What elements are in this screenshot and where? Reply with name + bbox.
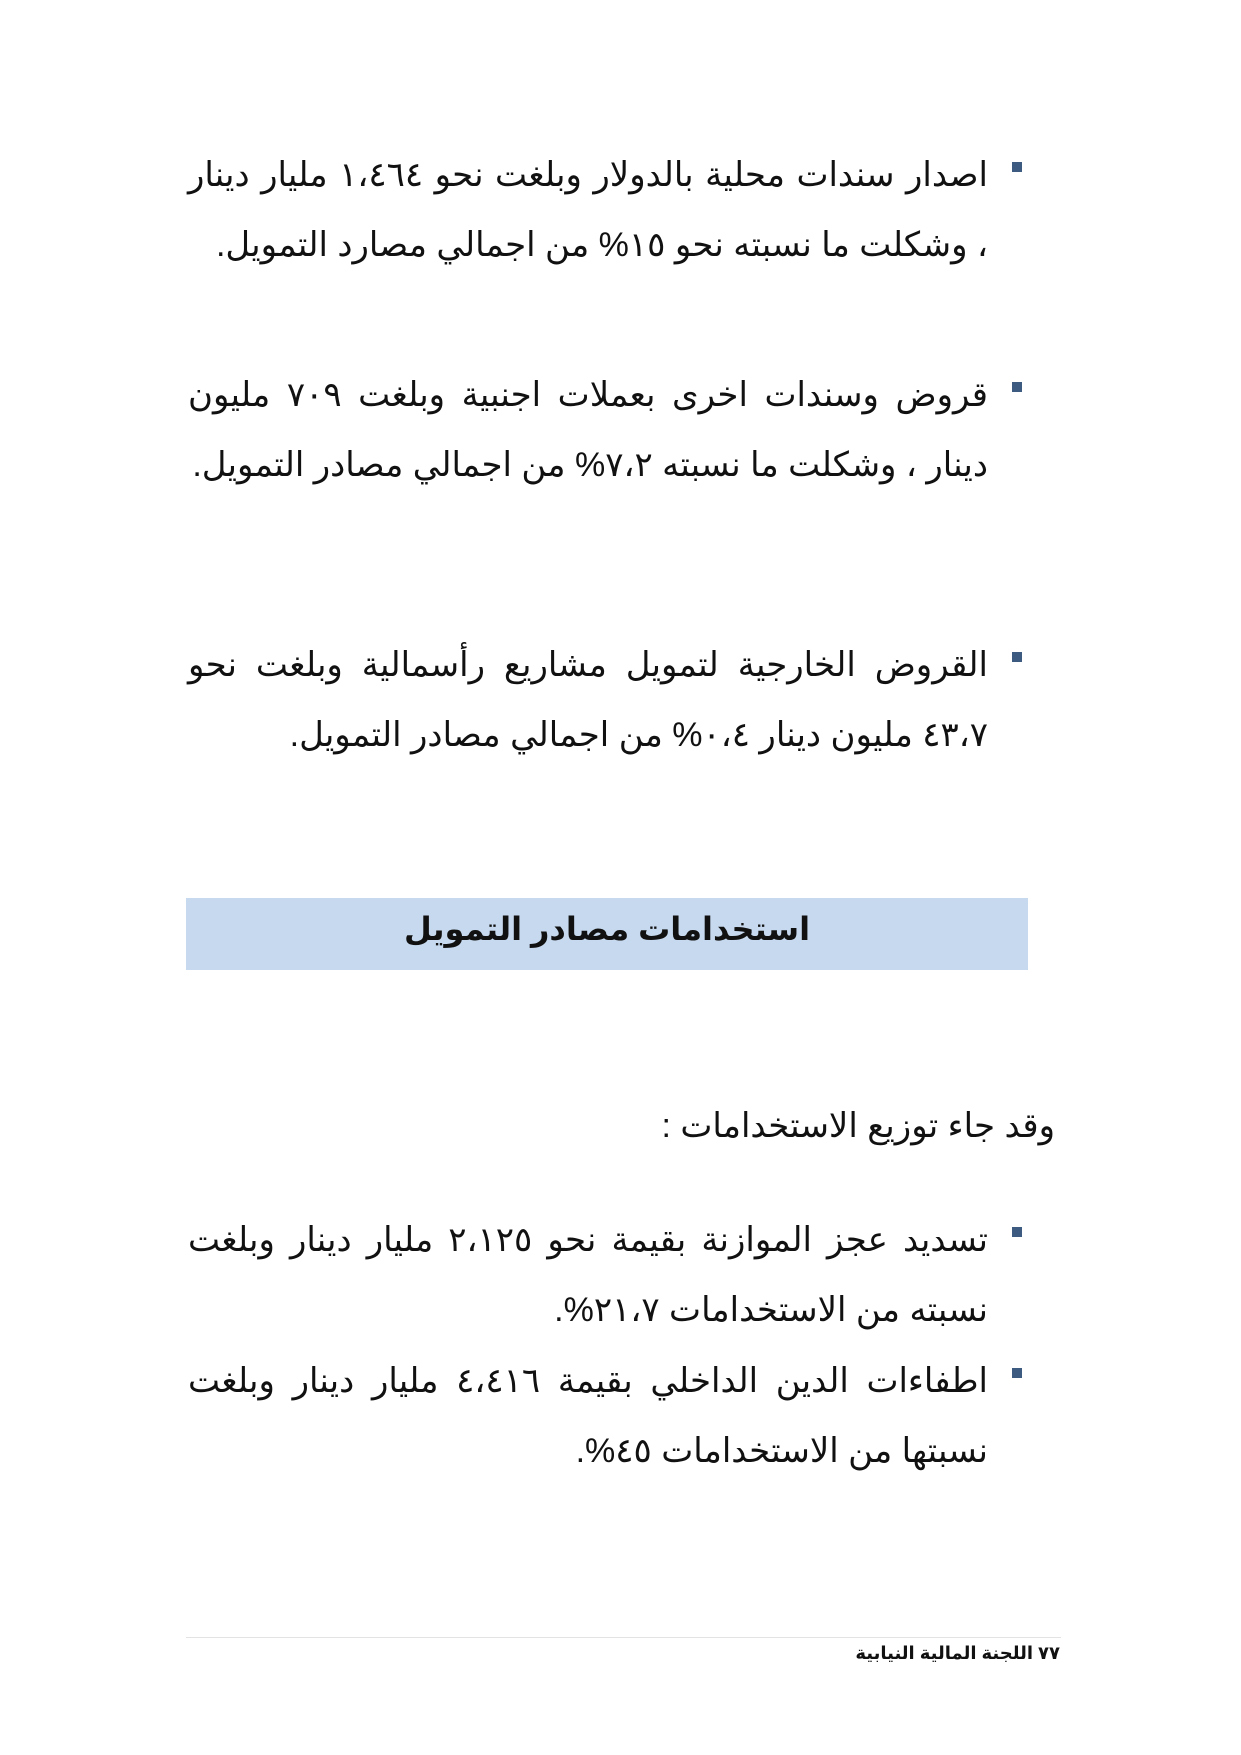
page-footer: ٧٧ اللجنة المالية النيابية <box>855 1643 1060 1663</box>
square-bullet-icon <box>1012 382 1022 392</box>
square-bullet-icon <box>1012 162 1022 172</box>
square-bullet-icon <box>1012 1368 1022 1378</box>
bullet-text: اطفاءات الدين الداخلي بقيمة ٤،٤١٦ مليار دينار وبلغت نسبتها من الاستخدامات ٤٥%. <box>188 1362 988 1470</box>
bullet-text: اصدار سندات محلية بالدولار وبلغت نحو ١،٤٦٤ مليار دينار ، وشكلت ما نسبته نحو ١٥% من اجمالي مصارد التمويل. <box>188 156 988 264</box>
section-header <box>186 898 1028 970</box>
bullet-text: تسديد عجز الموازنة بقيمة نحو ٢،١٢٥ مليار دينار وبلغت نسبته من الاستخدامات ٢١،٧%. <box>188 1221 988 1329</box>
bullet-item <box>188 1205 988 1345</box>
bullet-row <box>188 140 988 280</box>
bullet-item <box>188 140 988 280</box>
footer-divider <box>186 1637 1061 1638</box>
bullet-item <box>188 1346 988 1486</box>
bullet-row <box>188 1205 988 1345</box>
bullet-text: القروض الخارجية لتمويل مشاريع رأسمالية وبلغت نحو ٤٣،٧ مليون دينار ٠،٤% من اجمالي مصادر التمويل. <box>188 646 988 754</box>
bullet-row <box>188 630 988 770</box>
bullet-text: قروض وسندات اخرى بعملات اجنبية وبلغت ٧٠٩ مليون دينار ، وشكلت ما نسبته ٧،٢% من اجمالي مصادر التمويل. <box>188 376 989 484</box>
bullet-item <box>188 360 988 500</box>
bullet-row <box>188 360 988 500</box>
section-title: استخدامات مصادر التمويل <box>403 911 811 947</box>
uses-intro: وقد جاء توزيع الاستخدامات : <box>661 1107 1055 1145</box>
bullet-item <box>188 630 988 770</box>
square-bullet-icon <box>1012 652 1022 662</box>
square-bullet-icon <box>1012 1227 1022 1237</box>
bullet-row <box>188 1346 988 1486</box>
